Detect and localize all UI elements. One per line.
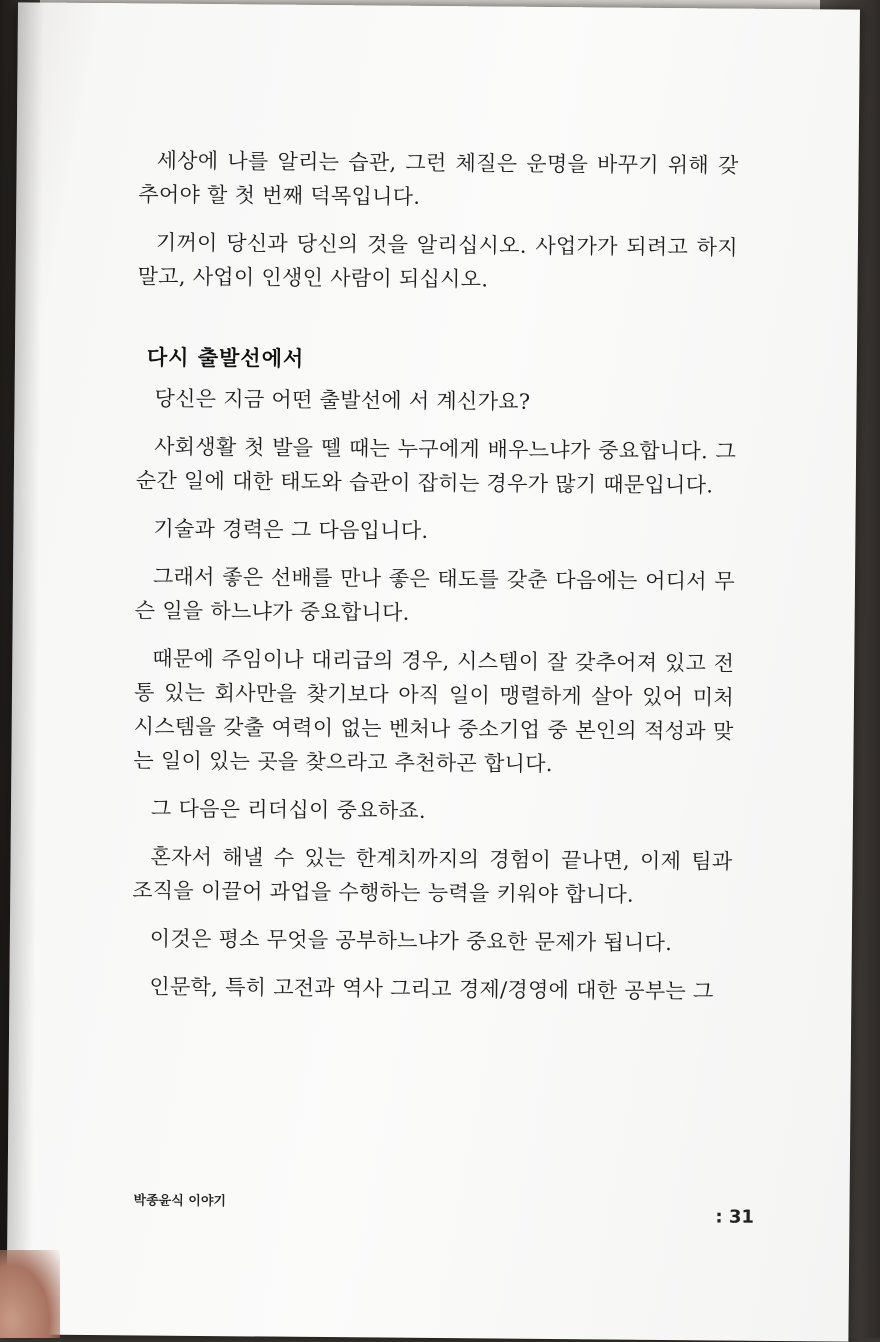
page-body xyxy=(131,143,738,1008)
section-heading: 다시 출발선에서 xyxy=(146,345,305,371)
paragraph: 그래서 좋은 선배를 만나 좋은 태도를 갖춘 다음에는 어디서 무슨 일을 하느냐가 중요합니다. xyxy=(134,564,736,625)
thumb-holding-page xyxy=(0,1250,60,1338)
paragraph: 기술과 경력은 그 다음입니다. xyxy=(153,516,429,543)
paragraph: 세상에 나를 알리는 습관, 그런 체질은 운명을 바꾸기 위해 갖추어야 할 첫 번째 덕목입니다. xyxy=(138,148,739,209)
paragraph: 그 다음은 리더십이 중요하죠. xyxy=(150,796,427,823)
running-footer-title: 박종윤식 이야기 xyxy=(133,1193,227,1210)
paragraph: 당신은 지금 어떤 출발선에 서 계신가요? xyxy=(154,386,531,414)
paragraph: 기꺼이 당신과 당신의 것을 알리십시오. 사업가가 되려고 하지 말고, 사업이 인생인 사람이 되십시오. xyxy=(137,230,739,292)
paragraph: 혼자서 해낼 수 있는 한계치까지의 경험이 끝나면, 이제 팀과 조직을 이끌어 과업을 수행하는 능력을 키워야 합니다. xyxy=(132,844,733,907)
paragraph: 인문학, 특히 고전과 역사 그리고 경제/경영에 대한 공부는 그 xyxy=(149,974,714,1004)
paragraph: 사회생활 첫 발을 뗄 때는 누구에게 배우느냐가 중요합니다. 그 순간 일에 대한 태도와 습관이 잡히는 경우가 많기 때문입니다. xyxy=(135,434,737,498)
paragraph: 이것은 평소 무엇을 공부하느냐가 중요한 문제가 됩니다. xyxy=(149,926,673,956)
book-page xyxy=(6,2,860,1341)
paragraph: 때문에 주임이나 대리급의 경우, 시스템이 잘 갖추어져 있고 전통 있는 회사만을 찾기보다 아직 일이 맹렬하게 살아 있어 미처 시스템을 갖출 여력이 없는 벤처나 중소기업 중 본인의 적성과 맞는 일이 있는 곳을 찾으라고 추천하곤 합니다. xyxy=(133,646,735,777)
page-number: : 31 xyxy=(715,1206,755,1228)
